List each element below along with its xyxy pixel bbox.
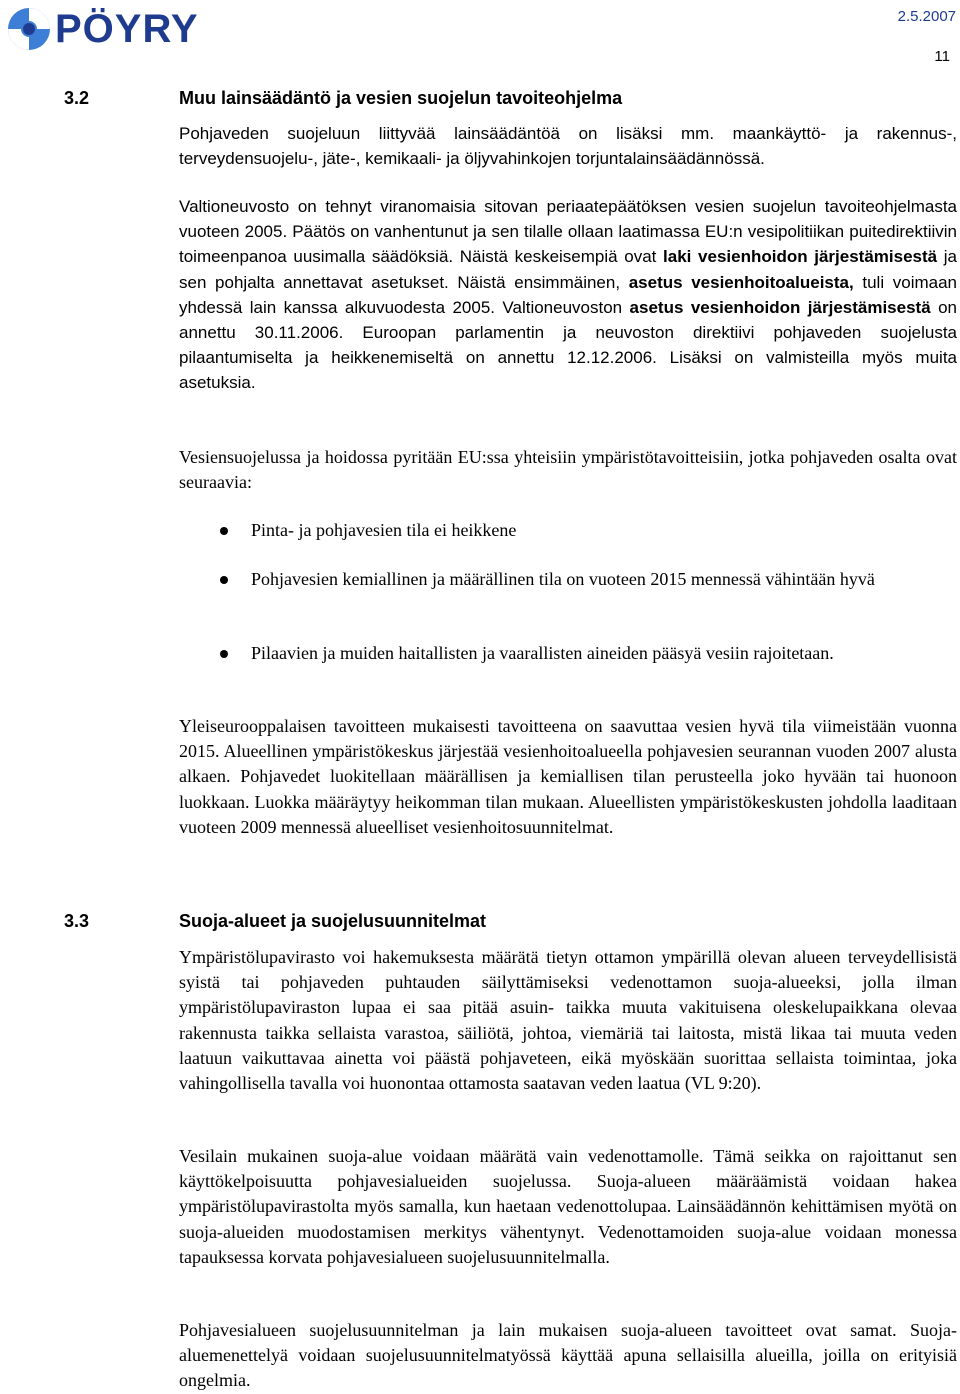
list-item-text: Pinta- ja pohjavesien tila ei heikkene [251, 520, 517, 540]
text-run: ja sen pohjalta annettavat asetukset. Näistä ensimmäinen, [179, 247, 958, 292]
page-header [0, 0, 960, 70]
paragraph: Yleiseurooppalaisen tavoitteen mukaisesti tavoitteena on saavuttaa vesien hyvä tila viimeistään vuonna 2015. Alueellinen ympäristökeskus järjestää vesienhoitoalueella pohjavesien seurannan vuoden 2007 alusta alkaen. Pohjavedet luokitellaan määrällisen ja kemiallisen tilan perusteella joko hyvään tai huonoon luokkaan. Luokka määräytyy heikomman tilan mukaan. Alueellisten ympäristökeskusten johdolla laaditaan vuoteen 2009 mennessä alueelliset vesienhoitosuunnitelmat. [179, 716, 957, 837]
list-item-text: Pohjavesien kemiallinen ja määrällinen tila on vuoteen 2015 mennessä vähintään hyvä [251, 569, 875, 589]
bullet-icon [220, 650, 228, 658]
list-item [179, 518, 957, 543]
bold-text-run: asetus vesienhoitoalueista, [628, 272, 854, 292]
list-item-text: Pilaavien ja muiden haitallisten ja vaarallisten aineiden pääsyä vesiin rajoitetaan. [251, 643, 834, 663]
poyry-logo [6, 6, 199, 52]
paragraph: Vesiensuojelussa ja hoidossa pyritään EU:ssa yhteisiin ympäristötavoitteisiin, jotka pohjaveden osalta ovat seuraavia: [179, 447, 957, 493]
section-title: Muu lainsäädäntö ja vesien suojelun tavoiteohjelma [179, 88, 623, 108]
paragraph: Ympäristölupavirasto voi hakemuksesta määrätä tietyn ottamon ympärillä olevan alueen terveydellisistä syistä tai pohjaveden puhtauden säilyttämiseksi vedenottamon suoja-alueeksi, jolla ilman ympäristölupaviraston lupaa ei saa pitää asuin- taikka muuta vakituisena oleskelupaikkana olevaa rakennusta taikka sellaista varastoa, säiliötä, johtoa, viemäriä tai laitosta, mistä likaa tai muuta veden laatuun vaikuttavaa ainetta voi päästä pohjaveteen, eikä myöskään suorittaa sellaista toimintaa, joka vahingollisella tavalla voi huonontaa ottamosta saatavan veden laatua (VL 9:20). [179, 947, 957, 1094]
paragraph: Pohjavesialueen suojelusuunnitelman ja lain mukaisen suoja-alueen tavoitteet ovat samat. Suoja-aluemenettelyä voidaan suojelusuunnitelmatyössä käyttää apuna sellaisilla alueilla, joilla on erityisiä ongelmia. [179, 1320, 957, 1391]
bold-text-run: laki vesienhoidon järjestämisestä [663, 247, 938, 267]
bullet-icon [220, 527, 228, 535]
text-run: tuli voimaan yhdessä lain kanssa alkuvuodesta 2005. Valtioneuvoston [179, 272, 958, 317]
section-number: 3.3 [64, 911, 90, 931]
section-title: Suoja-alueet ja suojelusuunnitelmat [179, 911, 487, 931]
paragraph [179, 194, 957, 396]
text-run: Valtioneuvosto on tehnyt viranomaisia sitovan periaatepäätöksen vesien suojelun tavoiteohjelmasta vuoteen 2005. Päätös on vanhentunut ja sen tilalle ollaan laatimassa EU:n vesipolitiikan puitedirektiivin toimeenpanoa uusimalla säädöksiä. Näistä keskeisempiä ovat [179, 197, 957, 267]
section-heading-3-3 [64, 909, 960, 933]
paragraph: Vesilain mukainen suoja-alue voidaan määrätä vain vedenottamolle. Tämä seikka on rajoittanut sen käyttökelpoisuutta pohjavesialueiden suojelussa. Suoja-alueen määräämistä voidaan hakea ympäristölupavirastolta myös samalla, kun haetaan vedenottolupaa. Lainsäädännön kehittämisen myötä on suoja-alueiden muodostamisen merkitys vähentynyt. Vedenottamoiden suoja-alue voidaan monessa tapauksessa korvata pohjavesialueen suojelusuunnitelmalla. [179, 1146, 957, 1267]
logo-text: PÖYRY [55, 7, 199, 51]
section-number: 3.2 [64, 88, 90, 108]
paragraph: Pohjaveden suojeluun liittyvää lainsäädäntöä on lisäksi mm. maankäyttö- ja rakennus-, terveydensuojelu-, jäte-, kemikaali- ja öljyvahinkojen torjuntalainsäädännössä. [179, 124, 957, 169]
bold-text-run: asetus vesienhoidon järjestämisestä [629, 297, 931, 317]
page-number: 11 [934, 48, 950, 65]
list-item [179, 567, 957, 592]
text-run: on annettu 30.11.2006. Euroopan parlamentin ja neuvoston direktiivi pohjaveden suojelusta pilaantumiselta ja heikkenemiseltä on annettu 12.12.2006. Lisäksi on valmisteilla myös muita asetuksia. [179, 297, 957, 393]
list-item [179, 641, 957, 666]
poyry-logo-icon [6, 6, 52, 52]
section-heading-3-2 [64, 86, 960, 110]
bullet-icon [220, 576, 228, 584]
document-date: 2.5.2007 [897, 8, 956, 25]
